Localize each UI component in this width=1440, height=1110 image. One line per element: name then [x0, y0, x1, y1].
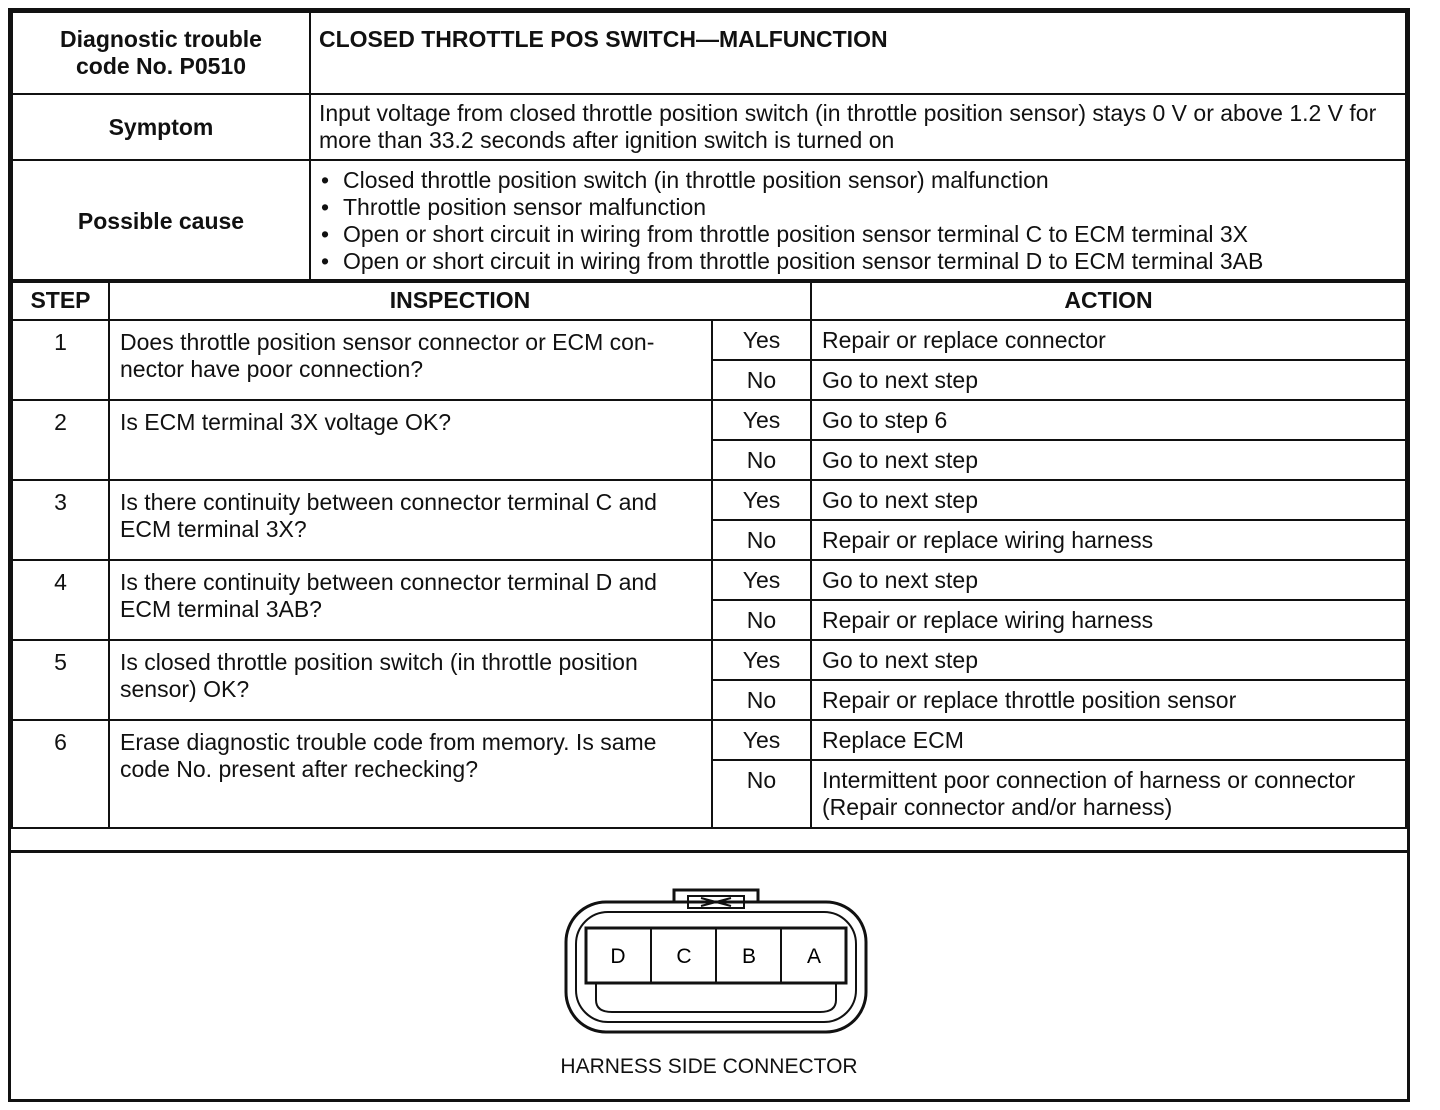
no-label: No [712, 440, 811, 480]
no-label: No [712, 600, 811, 640]
step-number: 6 [12, 720, 109, 828]
dtc-title: CLOSED THROTTLE POS SWITCH—MALFUNCTION [319, 25, 888, 52]
cause-item: • Open or short circuit in wiring from throttle position sensor terminal C to ECM terminal 3X [319, 221, 1405, 248]
yes-action: Repair or replace connector [811, 320, 1406, 360]
table-row [12, 640, 1406, 680]
no-action: Repair or replace wiring harness [811, 600, 1406, 640]
pin-d-label: D [610, 945, 626, 968]
pin-c-label: C [676, 945, 692, 968]
inspection-column-header: INSPECTION [109, 280, 811, 320]
diagnostic-sheet [8, 8, 1410, 1102]
yes-action: Go to step 6 [811, 400, 1406, 440]
inspection-question: Is there continuity between connector terminal C and ECM terminal 3X? [109, 480, 712, 560]
cause-item: • Throttle position sensor malfunction [319, 194, 1405, 221]
yes-label: Yes [712, 560, 811, 600]
pin-a-label: A [806, 945, 822, 968]
yes-action: Go to next step [811, 560, 1406, 600]
possible-cause-list [311, 167, 1405, 275]
cause-item: • Closed throttle position switch (in throttle position sensor) malfunction [319, 167, 1405, 194]
cause-item: • Open or short circuit in wiring from throttle position sensor terminal D to ECM terminal 3AB [319, 248, 1405, 275]
inspection-question: Is there continuity between connector terminal D and ECM terminal 3AB? [109, 560, 712, 640]
no-label: No [712, 360, 811, 400]
step-column-header: STEP [12, 280, 109, 320]
yes-label: Yes [712, 400, 811, 440]
step-number: 5 [12, 640, 109, 720]
inspection-question: Does throttle position sensor connector or ECM con-nector have poor connection? [109, 320, 712, 400]
inspection-question: Is closed throttle position switch (in throttle position sensor) OK? [109, 640, 712, 720]
dtc-label: Diagnostic trouble code No. P0510 [12, 12, 310, 94]
inspection-question: Is ECM terminal 3X voltage OK? [109, 400, 712, 480]
no-action: Repair or replace throttle position sensor [811, 680, 1406, 720]
yes-label: Yes [712, 640, 811, 680]
connector-figure [11, 850, 1407, 1102]
dtc-title-cell [310, 12, 1406, 94]
yes-label: Yes [712, 480, 811, 520]
table-row [12, 560, 1406, 600]
yes-action: Go to next step [811, 480, 1406, 520]
connector-caption: HARNESS SIDE CONNECTOR [560, 1055, 858, 1078]
inspection-question: Erase diagnostic trouble code from memory. Is same code No. present after rechecking? [109, 720, 712, 828]
lower-shroud [596, 983, 836, 1012]
symptom-label: Symptom [12, 94, 310, 160]
no-action: Go to next step [811, 360, 1406, 400]
step-number: 3 [12, 480, 109, 560]
table-row [12, 720, 1406, 760]
no-label: No [712, 760, 811, 828]
step-number: 2 [12, 400, 109, 480]
no-action: Go to next step [811, 440, 1406, 480]
table-row [12, 480, 1406, 520]
no-action: Intermittent poor connection of harness or connector (Repair connector and/or harness) [811, 760, 1406, 828]
yes-action: Replace ECM [811, 720, 1406, 760]
yes-label: Yes [712, 320, 811, 360]
action-column-header: ACTION [811, 280, 1406, 320]
yes-label: Yes [712, 720, 811, 760]
no-label: No [712, 520, 811, 560]
possible-cause-cell [310, 160, 1406, 282]
no-action: Repair or replace wiring harness [811, 520, 1406, 560]
inspection-steps-table [11, 279, 1407, 829]
table-row [12, 400, 1406, 440]
no-label: No [712, 680, 811, 720]
yes-action: Go to next step [811, 640, 1406, 680]
pin-b-label: B [741, 945, 757, 968]
step-number: 4 [12, 560, 109, 640]
dtc-header-table [11, 11, 1407, 283]
table-row [12, 320, 1406, 360]
possible-cause-label: Possible cause [12, 160, 310, 282]
step-number: 1 [12, 320, 109, 400]
symptom-text: Input voltage from closed throttle position switch (in throttle position sensor) stays 0 V or above 1.2 V for more than 33.2 seconds after ignition switch is turned on [310, 94, 1406, 160]
connector-diagram [556, 888, 876, 1038]
